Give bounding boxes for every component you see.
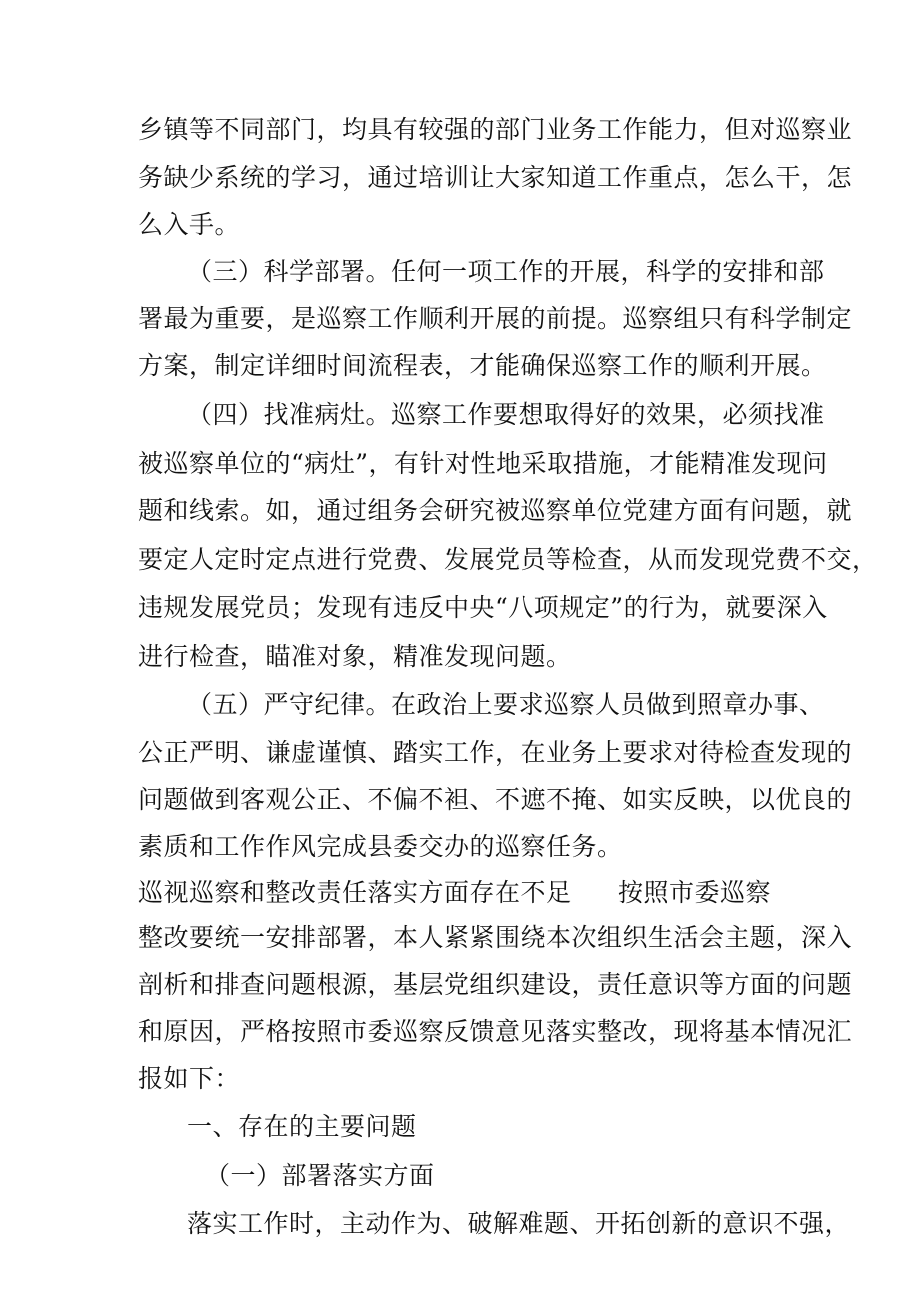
text-line: 署最为重要，是巡察工作顺利开展的前提。巡察组只有科学制定 — [138, 304, 853, 333]
section-title-continuation: 按照市委巡察 — [618, 878, 772, 907]
text-line: 被巡察单位的“病灶”，有针对性地采取措施，才能精准发现问 — [138, 449, 828, 478]
text-line: 剖析和排查问题根源，基层党组织建设，责任意识等方面的问题 — [138, 970, 853, 999]
section-four-heading-line: （四）找准病灶。巡察工作要想取得好的效果，必须找准 — [187, 400, 825, 429]
section-title: 巡视巡察和整改责任落实方面存在不足 — [138, 878, 572, 907]
text-line: 么入手。 — [138, 210, 241, 239]
text-line: 问题做到客观公正、不偏不袒、不遮不掩、如实反映，以优良的 — [138, 785, 853, 814]
heading-level1: 一、存在的主要问题 — [187, 1112, 417, 1141]
text-line: 报如下： — [138, 1064, 241, 1093]
text-line: 违规发展党员；发现有违反中央“八项规定”的行为，就要深入 — [138, 593, 828, 622]
heading-level2: （一）部署落实方面 — [205, 1161, 435, 1190]
text-line: 素质和工作作风完成县委交办的巡察任务。 — [138, 832, 623, 861]
text-line: 落实工作时，主动作为、破解难题、开拓创新的意识不强， — [187, 1209, 851, 1238]
text-line: 方案，制定详细时间流程表，才能确保巡察工作的顺利开展。 — [138, 351, 827, 380]
text-line: 进行检查，瞄准对象，精准发现问题。 — [138, 642, 572, 671]
text-line: 整改要统一安排部署，本人紧紧围绕本次组织生活会主题，深入 — [138, 923, 853, 952]
section-three-heading-line: （三）科学部署。任何一项工作的开展，科学的安排和部 — [187, 257, 825, 286]
text-line: 务缺少系统的学习，通过培训让大家知道工作重点，怎么干，怎 — [138, 163, 853, 192]
text-line: 公正严明、谦虚谨慎、踏实工作，在业务上要求对待检查发现的 — [138, 738, 853, 767]
text-line: 题和线索。如，通过组务会研究被巡察单位党建方面有问题，就 — [138, 496, 853, 525]
text-line: 和原因，严格按照市委巡察反馈意见落实整改，现将基本情况汇 — [138, 1017, 853, 1046]
section-five-heading-line: （五）严守纪律。在政治上要求巡察人员做到照章办事、 — [187, 690, 825, 719]
text-line: 乡镇等不同部门，均具有较强的部门业务工作能力，但对巡察业 — [138, 115, 853, 144]
text-line: 要定人定时定点进行党费、发展党员等检查，从而发现党费不交， — [138, 545, 878, 574]
